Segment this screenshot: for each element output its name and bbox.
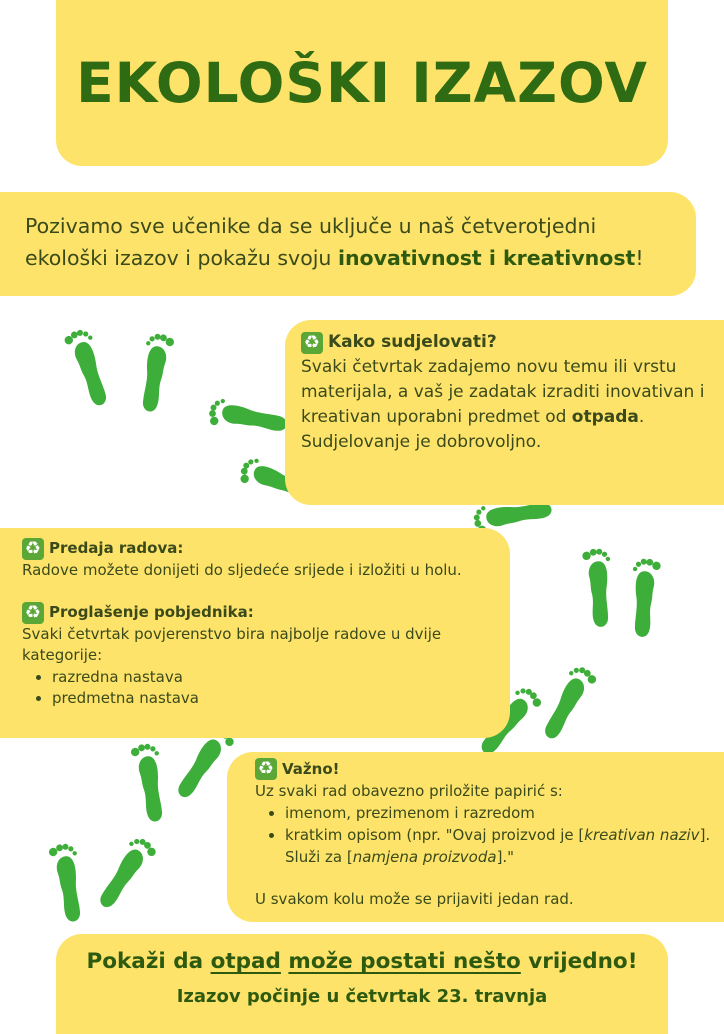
footer-slogan (56, 944, 668, 980)
item-text: ]." (496, 848, 515, 866)
important-box (227, 752, 724, 922)
important-heading-row (255, 758, 714, 780)
list-item (285, 824, 714, 868)
footprint-icon (627, 557, 661, 638)
how-text-main: Svaki četvrtak zadajemo novu temu ili vrstu materijala, a vaš je zadatak izraditi inovativan i kreativan uporabni predmet od (301, 357, 705, 427)
footprint-icon (134, 332, 175, 414)
slogan-part: vrijedno! (520, 949, 638, 974)
important-text: Uz svaki rad obavezno priložite papirić s: (255, 782, 563, 800)
winners-heading-row (22, 602, 498, 624)
footprint-icon (536, 662, 599, 744)
intro-text: Pozivamo sve učenike da se uključe u naš četverotjedni ekološki izazov i pokažu svoju (25, 214, 597, 270)
intro-box (0, 192, 696, 296)
how-note: Sudjelovanje je dobrovoljno. (301, 432, 542, 452)
intro-highlight: inovativnost i kreativnost (337, 246, 636, 270)
submission-text: Radove možete donijeti do sljedeće srijede i izložiti u holu. (22, 561, 462, 579)
list-item: • imenom, prezimenom i razredom (285, 802, 714, 824)
important-note: U svakom kolu može se prijaviti jedan rad. (255, 890, 574, 908)
footprint-icon (582, 547, 616, 628)
how-text (301, 355, 714, 430)
item-text: kratkim opisom (npr. "Ovaj proizvod je [ (285, 826, 585, 844)
how-heading-row (301, 330, 714, 355)
submission-heading: Predaja radova: (49, 539, 184, 558)
list-item: • razredna nastava (52, 667, 498, 689)
slogan-part: Pokaži da (86, 949, 211, 974)
winners-text: Svaki četvrtak povjerenstvo bira najbolje radove u dvije kategorije: (22, 624, 442, 664)
footprint-icon (91, 833, 158, 913)
title-banner (56, 0, 668, 166)
footprint-icon (48, 842, 89, 924)
requirements-list (255, 802, 714, 868)
recycle-icon: ♻ (255, 758, 277, 780)
winners-heading: Proglašenje pobjednika: (49, 602, 254, 621)
submission-winners-box (0, 528, 510, 738)
start-date: Izazov počinje u četvrtak 23. travnja (176, 986, 548, 1007)
footprint-icon (207, 397, 289, 438)
footprint-icon (130, 742, 171, 824)
recycle-icon: ♻ (301, 332, 323, 354)
recycle-icon: ♻ (22, 602, 44, 624)
recycle-icon: ♻ (22, 538, 44, 560)
important-heading: Važno! (282, 760, 340, 778)
page-title: EKOLOŠKI IZAZOV (76, 51, 648, 115)
intro-text-end: ! (635, 246, 644, 270)
footer-banner (56, 934, 668, 1034)
slogan-underlined: može postati nešto (288, 949, 521, 974)
footprint-icon (63, 326, 116, 409)
slogan-underlined: otpad (210, 949, 281, 974)
category-list (22, 667, 498, 710)
submission-heading-row (22, 538, 498, 560)
item-text: ]. Služi za [ (285, 826, 711, 866)
list-item: • predmetna nastava (52, 688, 498, 710)
how-text-end: . (638, 407, 645, 427)
how-text-highlight: otpada (571, 407, 639, 427)
how-heading: Kako sudjelovati? (328, 332, 497, 352)
how-to-participate-box (285, 320, 724, 505)
item-placeholder: namjena proizvoda (352, 848, 497, 866)
item-placeholder: kreativan naziv (584, 826, 700, 844)
